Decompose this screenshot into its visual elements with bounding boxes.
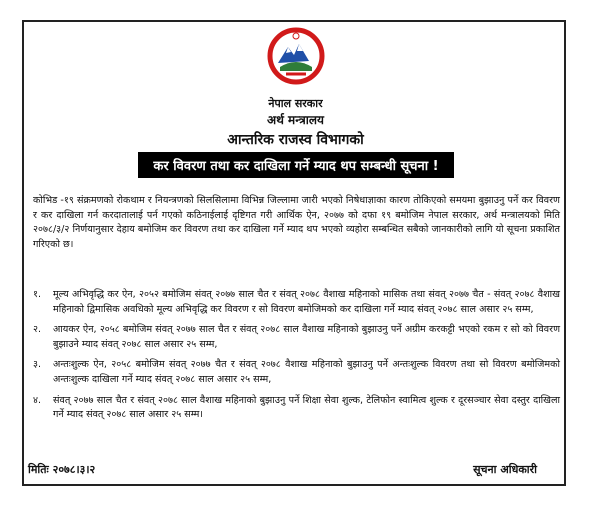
notice-items — [33, 288, 560, 423]
list-item — [33, 358, 560, 387]
ministry-name: अर्थ मन्त्रालय — [267, 113, 324, 127]
list-item — [33, 394, 560, 423]
item-number: ४. — [33, 394, 42, 406]
notice-date: मितिः २०७८।३।२ — [28, 463, 96, 476]
list-item — [33, 288, 560, 317]
item-text: अन्तःशुल्क ऐन, २०५८ बमोजिम संवत् २०७७ चैत र संवत् २०७८ वैशाख महिनाको बुझाउनु पर्ने अन्तःशुल्क विवरण तथा सो विवरण बमोजिमको अन्तःशुल्क दाखिला गर्ने म्याद संवत् २०७८ साल असार २५ सम्म, — [53, 359, 560, 385]
information-officer: सूचना अधिकारी — [473, 463, 537, 476]
notice-title: कर विवरण तथा कर दाखिला गर्ने म्याद थप सम्बन्धी सूचना ! — [138, 152, 454, 178]
item-number: १. — [33, 289, 42, 300]
department-name: आन्तरिक राजस्व विभागको — [227, 132, 364, 148]
item-number: २. — [33, 324, 42, 336]
item-text: आयकर ऐन, २०५८ बमोजिम संवत् २०७७ साल चैत र संवत् २०७८ साल वैशाख महिनाको बुझाउनु पर्ने अग्रीम करकट्टी भएको रकम र सो को विवरण बुझाउने म्याद संवत् २०७८ साल असार २५ सम्म, — [53, 324, 560, 350]
government-name: नेपाल सरकार — [268, 97, 323, 110]
intro-paragraph: कोभिड -१९ संक्रमणको रोकथाम र नियन्त्रणको सिलसिलामा विभिन्न जिल्लामा जारी भएको निषेधाज्ञाका कारण तोकिएको समयमा बुझाउनु पर्ने कर विवरण र कर दाखिला गर्न करदातालाई पर्न गएको कठिनाईलाई दृष्टिगत गरी आर्थिक ऐन, २०७७ को दफा १९ बमोजिम नेपाल सरकार, अर्थ मन्त्रालयको मिति २०७८/३/२ निर्णयानुसार देहाय बमोजिम कर विवरण तथा कर दाखिला गर्ने म्याद थप भएको व्यहोरा सम्बन्धित सबैको जानकारीको लागि यो सूचना प्रकाशित गरिएको छ। — [33, 195, 560, 250]
item-text: संवत् २०७७ साल चैत र संवत् २०७८ साल वैशाख महिनाको बुझाउनु पर्ने शिक्षा सेवा शुल्क, टेलिफोन स्वामित्व शुल्क र दूरसञ्चार सेवा दस्तुर दाखिला गर्ने म्याद संवत् २०७८ साल असार २५ सम्म। — [53, 394, 560, 421]
nepal-emblem-icon — [266, 27, 326, 85]
item-number: ३. — [33, 359, 42, 371]
list-item — [33, 323, 560, 352]
item-text: मूल्य अभिवृद्धि कर ऐन, २०५२ बमोजिम संवत् २०७७ साल चैत र संवत् २०७८ वैशाख महिनाको मासिक तथा संवत् २०७७ चैत - संवत् २०७८ वैशाख महिनाको द्विमासिक अवधिको मूल्य अभिवृद्धि कर विवरण र सो विवरण बमोजिमको कर दाखिला गर्ने म्याद संवत् २०७८ साल असार २५ सम्म, — [53, 289, 560, 315]
